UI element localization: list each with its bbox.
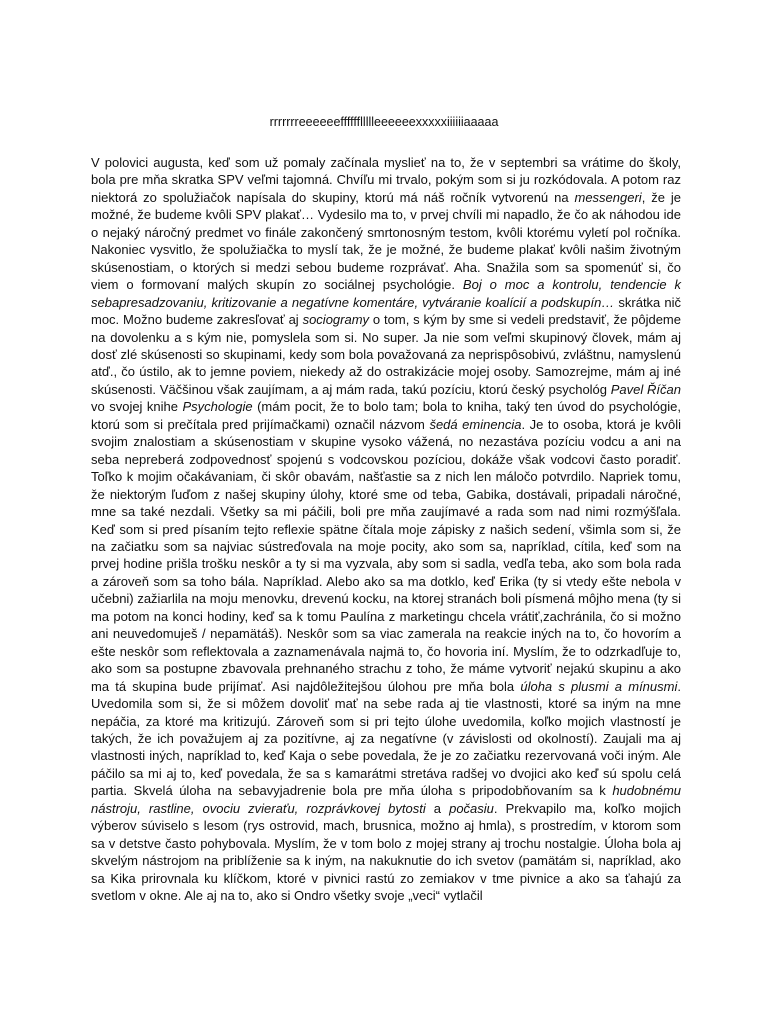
text-run: (mám pocit, že to bolo tam; bola to kniha, taký ten úvod do psychológie, ktorú som si prečítala pred prijímačkami) označil názvom xyxy=(91,399,681,432)
italic-text-run: úloha s plusmi a mínusmi xyxy=(520,678,678,694)
document-body-paragraph xyxy=(91,154,681,904)
text-run: o tom, s kým by sme si vedeli predstaviť, že pôjdeme na dovolenku a s kým nie, pomyslela som si. No super. Ja nie som veľmi skupinový človek, mám aj dosť zlé skúsenosti so skupinami, kedy som bola považovaná za neprispôsobivú, zvláštnu, namyslenú atď., čo ústilo, ak to jemne poviem, niekedy až do ostrakizácie mojej osoby. Samozrejme, mám aj iné skúsenosti. Väčšinou však zaujímam, a aj mám rada, takú pozíciu, ktorú český psychológ xyxy=(91,312,681,397)
text-run: vo svojej knihe xyxy=(91,399,183,415)
text-run: . Uvedomila som si, že si môžem dovoliť mať na sebe rada aj tie vlastnosti, ktoré sa iným na mne nepáčia, za ktoré ma kritizujú. Zároveň som si pri tejto úlohe uvedomila, koľko mojich vlastností je takých, že ich považujem aj za pozitívne, aj za negatívne (v závislosti od okolností). Zaujali ma aj vlastnosti iných, napríklad to, keď Kaja o sebe povedala, že je zo začiatku rezervovaná voči iným. Ale páčilo sa mi aj to, keď povedala, že sa s kamarátmi stretáva radšej vo dvojici ako keď sú spolu celá partia. Skvelá úloha na sebavyjadrenie bola pre mňa úloha s pripodobňovaním sa k xyxy=(91,678,681,799)
text-run: . Prekvapilo ma, koľko mojich výberov súviselo s lesom (rys ostrovid, mach, brusnica, možno aj hmla), s prostredím, v ktorom som sa v detstve často pohybovala. Myslím, že v tom bolo z mojej strany aj trochu nostalgie. Úloha bola aj skvelým nástrojom na priblíženie sa k iným, na nakuknutie do ich svetov (pamätám si, napríklad, ako sa Kika prirovnala ku klíčkom, ktoré v pivnici rastú zo zemiakov v tme pivnice a ako sa ťahajú za svetlom v okne. Ale aj na to, ako si Ondro všetky svoje „veci“ vytlačil xyxy=(91,800,681,904)
text-run: a xyxy=(425,800,450,816)
italic-text-run: Pavel Říčan xyxy=(610,381,681,397)
text-run: skrátka nič moc. Možno budeme zakresľovať aj xyxy=(91,294,681,328)
italic-text-run: počasiu xyxy=(449,800,494,816)
italic-text-run: messengeri xyxy=(574,189,642,205)
italic-text-run: šedá eminencia xyxy=(429,416,522,432)
italic-text-run: hudobnému nástroju, rastline, ovociu zvieraťu, rozprávkovej bytosti xyxy=(91,783,681,816)
italic-text-run: sociogramy xyxy=(302,312,370,328)
italic-text-run: Boj o moc a kontrolu, tendencie k sebapresadzovaniu, kritizovanie a negatívne komentáre, vytváranie koalícií a podskupín… xyxy=(91,277,681,310)
document-title: rrrrrrreeeeeeffffffllllleeeeeexxxxxiiiiiiaaaaa xyxy=(269,115,499,129)
italic-text-run: Psychologie xyxy=(182,399,253,415)
text-run: , že je možné, že budeme kvôli SPV plakať… Vydesilo ma to, v prvej chvíli mi napadlo, že čo ak náhodou ide o nejaký náročný predmet vo finále zakončený smrtonosným testom, kvôli ktorému vyletí pol ročníka. Nakoniec vysvitlo, že spolužiačka to myslí tak, že je možné, že budeme plakať kvôli našim životným skúsenostiam, o ktorých si medzi sebou budeme rozprávať. Aha. Snažila som sa spomenúť si, čo viem o formovaní malých skupín zo sociálnej psychológie. xyxy=(91,189,681,293)
text-run: . Je to osoba, ktorá je kvôli svojim znalostiam a skúsenostiam v skupine vysoko vážená, no nezastáva pozíciu vodcu a ani na seba nepreberá zodpovednosť spojenú s vodcovskou pozíciou, dokáže však vodcovi často poradiť. Toľko k mojim očakávaniam, či skôr obavám, našťastie sa z nich len máločo potvrdilo. Napriek tomu, že niektorým ľuďom z našej skupiny úlohy, ktoré sme od teba, Gabika, dostávali, pripadali náročné, mne sa také nezdali. Všetky sa mi páčili, boli pre mňa zaujímavé a rada som nad nimi rozmýšľala. Keď som si pred písaním tejto reflexie spätne čítala moje zápisky z našich sedení, všimla som si, že na začiatku som sa najviac sústreďovala na moje pocity, ako som sa, napríklad, cítila, keď som na prvej hodine prišla trošku neskôr a ty si ma vyzvala, aby som si sadla, vedľa teba, ako som bola rada a zároveň som sa toho bála. Napríklad. Alebo ako sa ma dotklo, keď Erika (ty si vtedy ešte nebola v učebni) zažiarlila na moju menovku, drevenú kocku, na ktorej stranách boli písmená môjho mena (ty si ma potom na konci hodiny, keď sa k tomu Paulína z marketingu chcela vrátiť,zachránila, čo si možno ani neuvedomuješ / nepamätáš). Neskôr som sa viac zamerala na reakcie iných na to, čo hovorím a ešte neskôr som reflektovala a zaznamenávala najmä to, čo hovoria iní. Myslím, že to odzrkadľuje to, ako som sa postupne zbavovala prehnaného strachu z toho, že máme vytvoriť nejakú skupinu a ako ma tá skupina bude prijímať. Asi najdôležitejšou úlohou pre mňa bola xyxy=(91,416,681,694)
text-run: V polovici augusta, keď som už pomaly začínala myslieť na to, že v septembri sa vrátime do školy, bola pre mňa skratka SPV veľmi tajomná. Chvíľu mi trvalo, pokým som si ju rozkódovala. A potom raz niektorá zo spolužiačok napísala do skupiny, ktorú má náš ročník vytvorenú na xyxy=(91,155,681,205)
